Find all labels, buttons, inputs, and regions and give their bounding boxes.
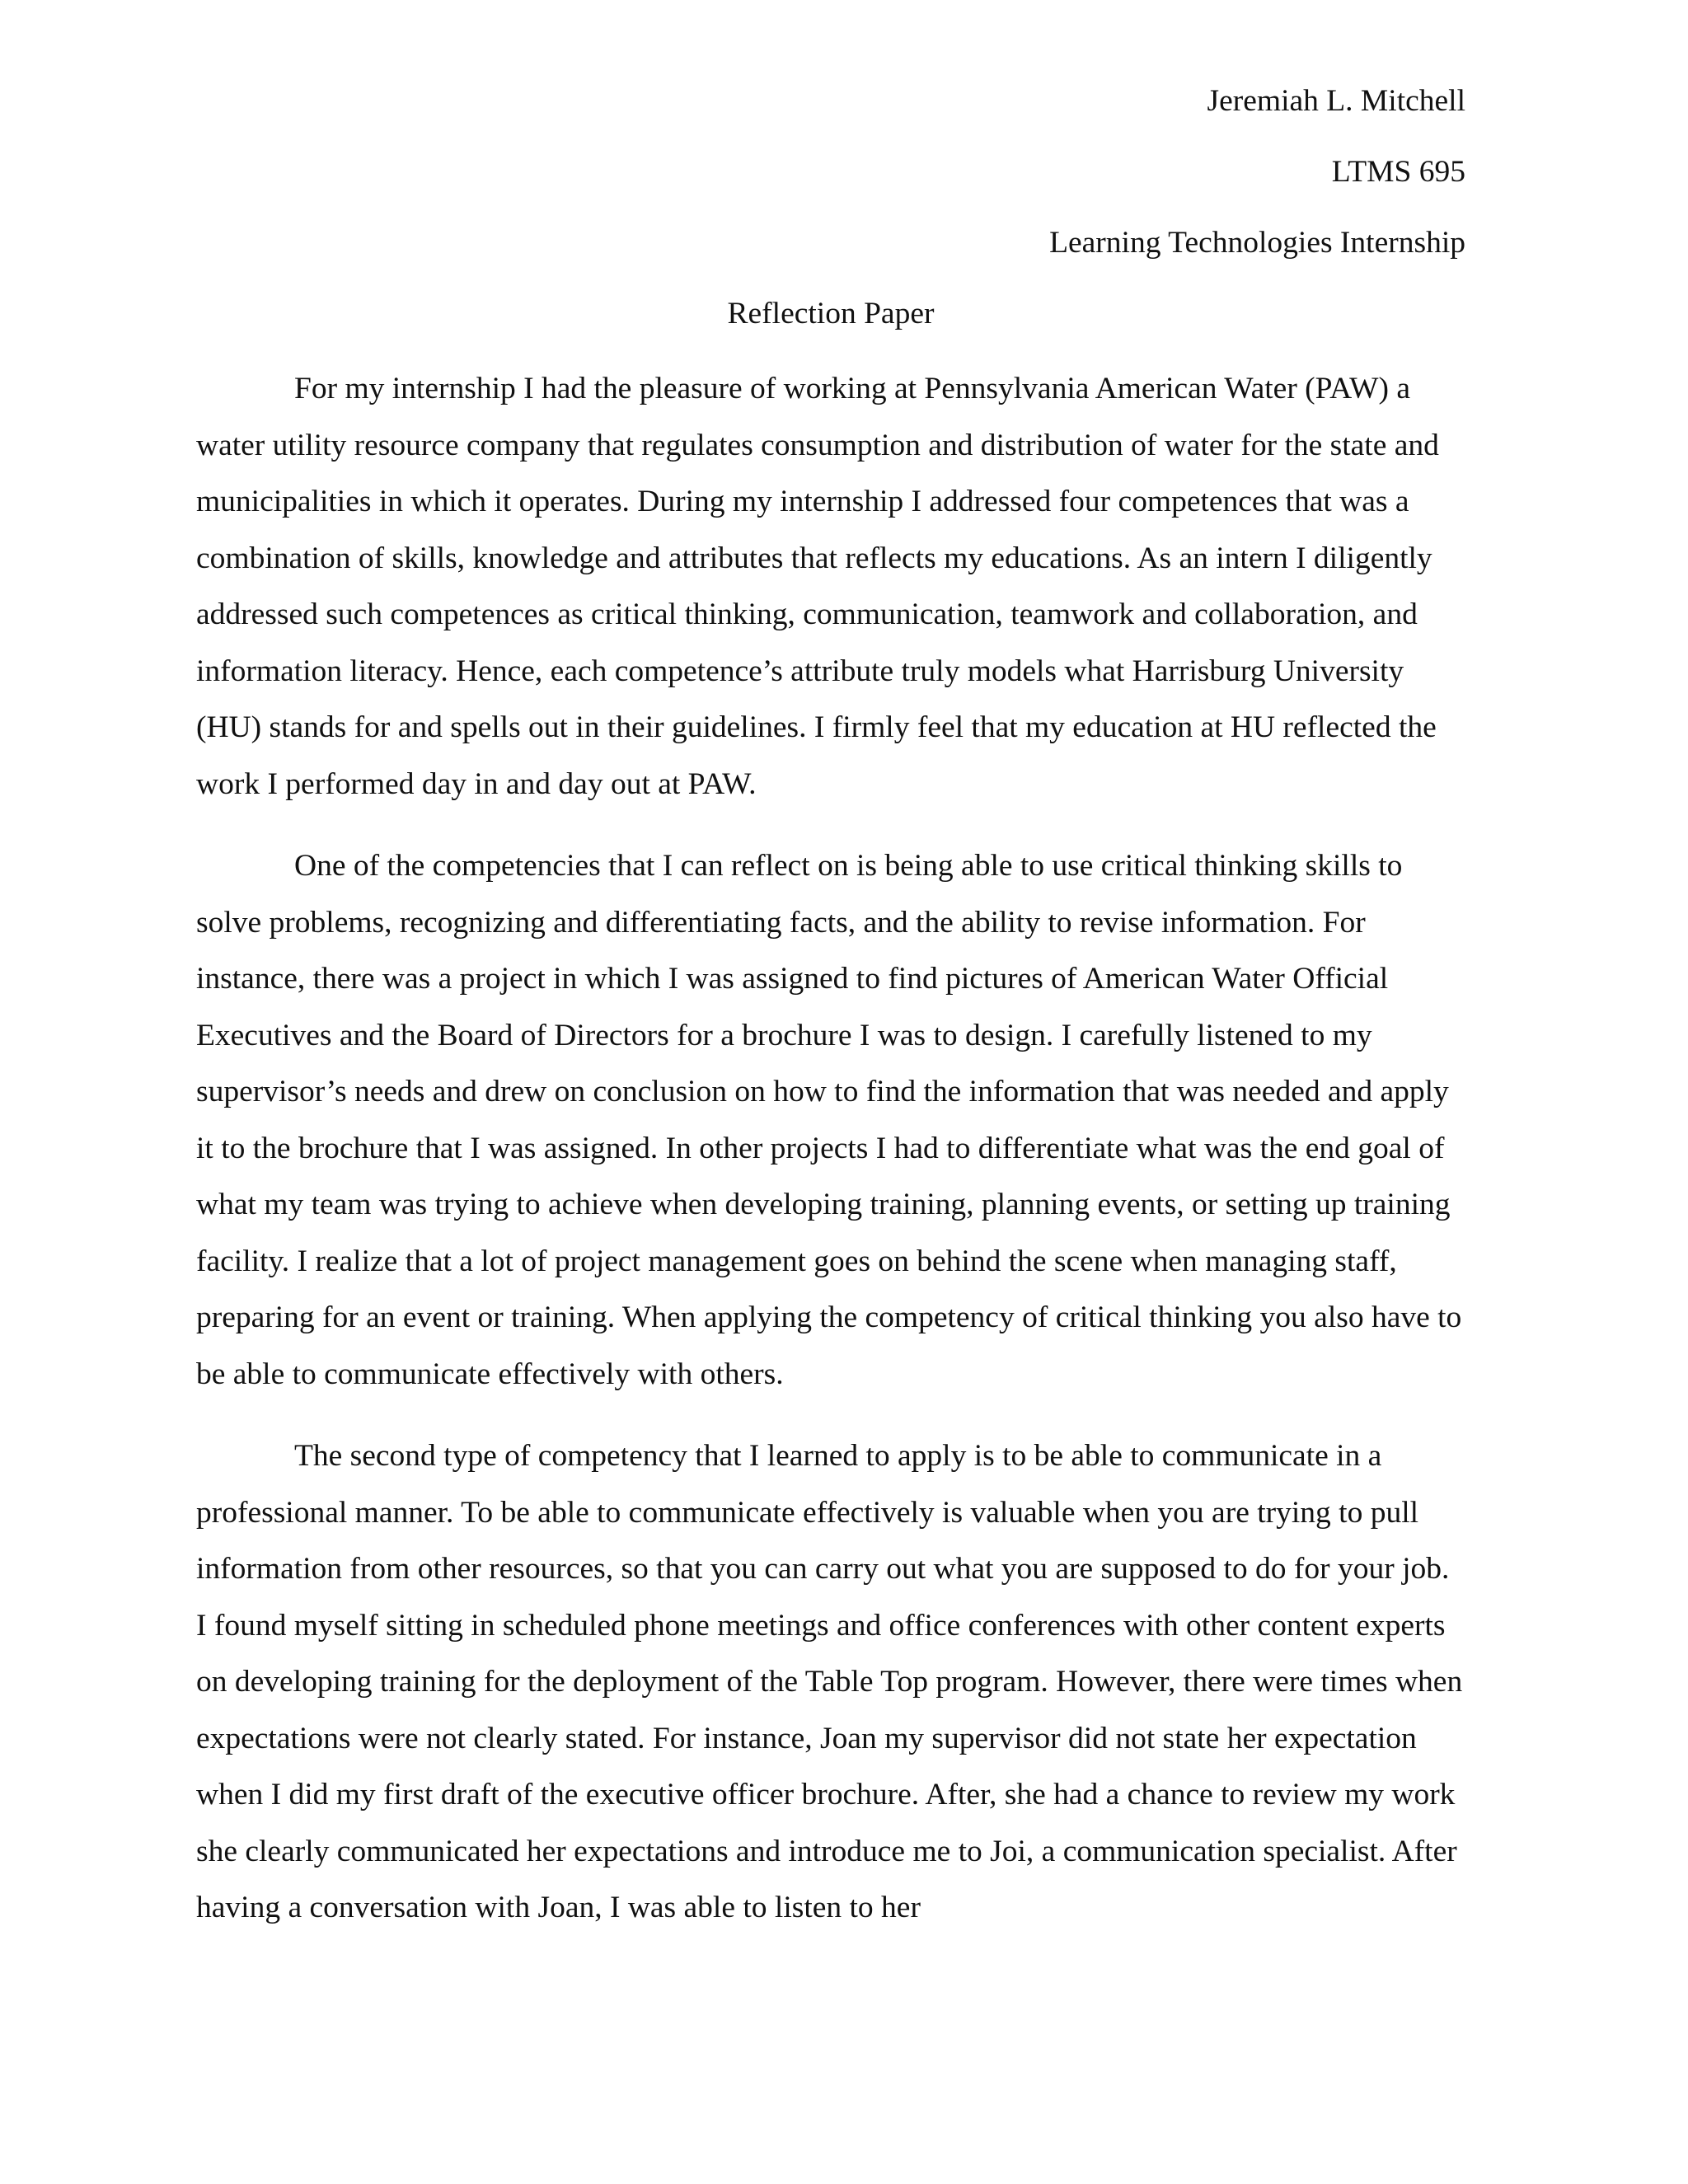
paragraph-1: For my internship I had the pleasure of working at Pennsylvania American Water (PAW) a water utility resource company that regulates consumption and distribution of water for the state and municipalities in which it operates. During my internship I addressed four competences that was a combination of skills, knowledge and attributes that reflects my educations. As an intern I diligently addressed such competences as critical thinking, communication, teamwork and collaboration, and information literacy. Hence, each competence’s attribute truly models what Harrisburg University (HU) stands for and spells out in their guidelines. I firmly feel that my education at HU reflected the work I performed day in and day out at PAW. xyxy=(196,372,1439,801)
paragraph-2: One of the competencies that I can reflect on is being able to use critical thinking skills to solve problems, recognizing and differentiating facts, and the ability to revise information. For instance, there was a project in which I was assigned to find pictures of American Water Official Executives and the Board of Directors for a brochure I was to design. I carefully listened to my supervisor’s needs and drew on conclusion on how to find the information that was needed and apply it to the brochure that I was assigned. In other projects I had to differentiate what was the end goal of what my team was trying to achieve when developing training, planning events, or setting up training facility. I realize that a lot of project management goes on behind the scene when managing staff, preparing for an event or training. When applying the competency of critical thinking you also have to be able to communicate effectively with others. xyxy=(196,849,1462,1391)
course-title: Learning Technologies Internship xyxy=(1049,226,1465,260)
course-code: LTMS 695 xyxy=(1331,155,1465,189)
author-name: Jeremiah L. Mitchell xyxy=(1207,84,1465,118)
paper-title: Reflection Paper xyxy=(727,297,935,330)
paragraph-3: The second type of competency that I learned to apply is to be able to communicate in a professional manner. To be able to communicate effectively is valuable when you are trying to pull information from other resources, so that you can carry out what you are supposed to do for your job. I found myself sitting in scheduled phone meetings and office conferences with other content experts on developing training for the deployment of the Table Top program. However, there were times when expectations were not clearly stated. For instance, Joan my supervisor did not state her expectation when I did my first draft of the executive officer brochure. After, she had a chance to review my work she clearly communicated her expectations and introduce me to Joi, a communication specialist. After having a conversation with Joan, I was able to listen to her xyxy=(196,1439,1463,1924)
document-body xyxy=(196,66,1465,1937)
